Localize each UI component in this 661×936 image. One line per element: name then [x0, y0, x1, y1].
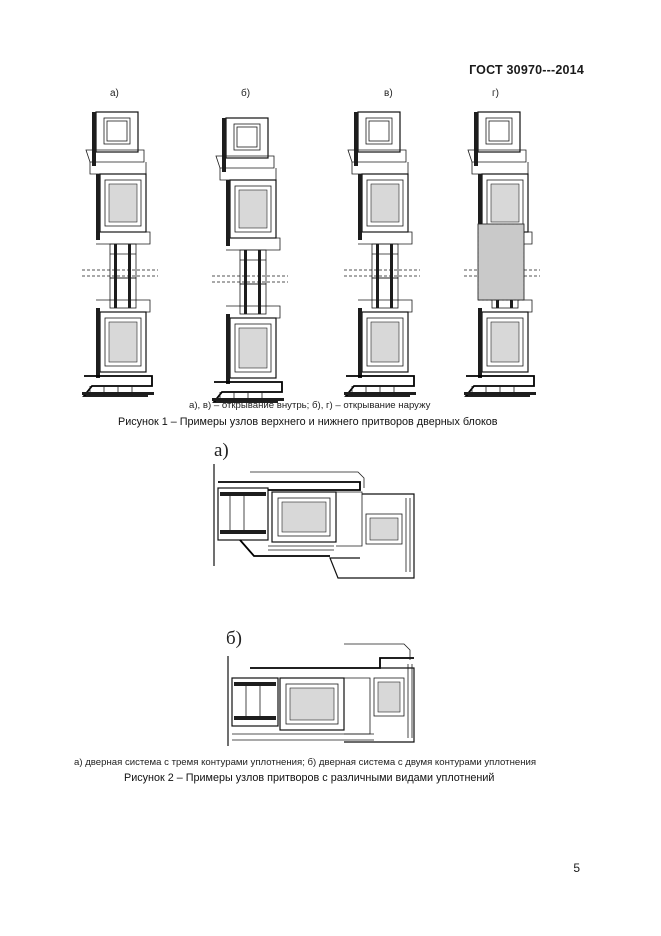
figure1-label-a: а) [110, 88, 119, 99]
figure2-title: Рисунок 2 – Примеры узлов притворов с различными видами уплотнений [124, 772, 495, 784]
figure2-label-a: а) [214, 440, 229, 461]
page-number: 5 [573, 861, 580, 875]
figure1-drawing [0, 0, 661, 400]
figure2-drawing-b [224, 638, 424, 750]
figure1-note: а), в) – открывание внутрь; б), г) – открывание наружу [189, 400, 431, 411]
figure1-label-v: в) [384, 88, 393, 99]
figure1-title: Рисунок 1 – Примеры узлов верхнего и нижнего притворов дверных блоков [118, 416, 498, 428]
document-code: ГОСТ 30970---2014 [469, 63, 584, 77]
figure2-note: а) дверная система с тремя контурами уплотнения; б) дверная система с двумя контурами уплотнения [74, 757, 537, 768]
figure1-label-g: г) [492, 88, 499, 99]
figure2-label-b: б) [226, 628, 242, 649]
figure2-drawing-a [210, 462, 430, 582]
figure1-label-b: б) [241, 88, 251, 99]
